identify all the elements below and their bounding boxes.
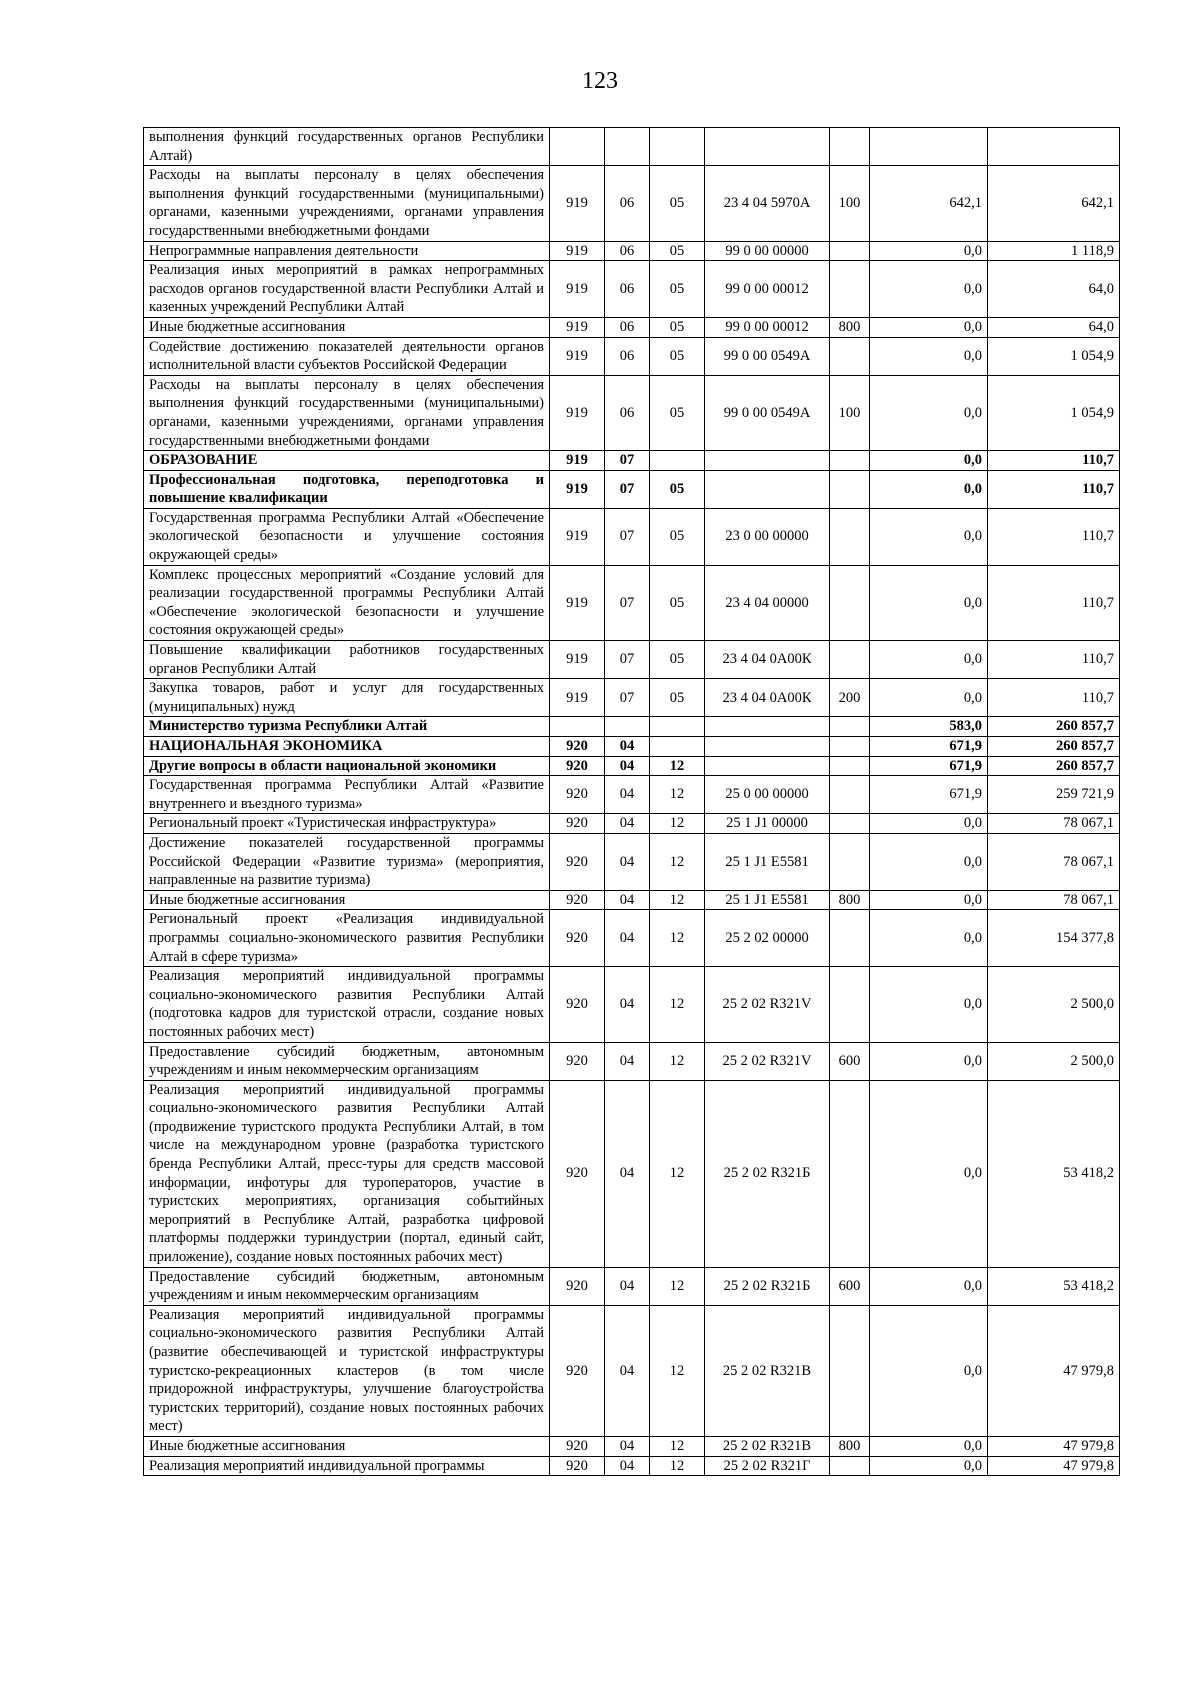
row-csr-cell: [705, 470, 830, 508]
row-value2-cell: 260 857,7: [988, 717, 1120, 737]
row-rz-cell: 06: [605, 166, 650, 241]
row-rz-cell: 04: [605, 1436, 650, 1456]
page-number: 123: [582, 68, 618, 94]
row-value2-cell: 47 979,8: [988, 1456, 1120, 1476]
row-value2-cell: 642,1: [988, 166, 1120, 241]
row-csr-cell: 25 2 02 R321В: [705, 1305, 830, 1436]
row-csr-cell: 25 2 02 R321Б: [705, 1080, 830, 1267]
row-value2-cell: 110,7: [988, 451, 1120, 471]
row-rz-cell: 07: [605, 508, 650, 565]
row-name-cell: Другие вопросы в области национальной экономики: [144, 756, 550, 776]
row-name-cell: Государственная программа Республики Алтай «Обеспечение экологической безопасности и улучшение состояния окружающей среды»: [144, 508, 550, 565]
row-value1-cell: 0,0: [870, 317, 988, 337]
row-name-cell: Государственная программа Республики Алтай «Развитие внутреннего и въездного туризма»: [144, 776, 550, 814]
row-value2-cell: 78 067,1: [988, 833, 1120, 890]
row-rz-cell: 04: [605, 814, 650, 834]
row-ved-cell: 920: [550, 1267, 605, 1305]
row-csr-cell: 25 2 02 00000: [705, 910, 830, 967]
row-value1-cell: 0,0: [870, 451, 988, 471]
row-value2-cell: 1 054,9: [988, 375, 1120, 450]
row-vr-cell: 800: [830, 317, 870, 337]
table-row: [144, 1436, 1120, 1456]
row-vr-cell: [830, 967, 870, 1042]
row-ved-cell: 919: [550, 508, 605, 565]
row-rz-cell: 06: [605, 261, 650, 318]
row-vr-cell: [830, 776, 870, 814]
row-pr-cell: 05: [650, 641, 705, 679]
row-value2-cell: 2 500,0: [988, 967, 1120, 1042]
row-value2-cell: 1 054,9: [988, 337, 1120, 375]
row-value2-cell: 110,7: [988, 641, 1120, 679]
row-csr-cell: 25 2 02 R321Б: [705, 1267, 830, 1305]
row-pr-cell: [650, 128, 705, 166]
table-row: [144, 508, 1120, 565]
row-csr-cell: 23 4 04 5970А: [705, 166, 830, 241]
table-row: [144, 261, 1120, 318]
row-value2-cell: 78 067,1: [988, 890, 1120, 910]
row-value2-cell: 110,7: [988, 508, 1120, 565]
row-value2-cell: 64,0: [988, 317, 1120, 337]
row-value2-cell: [988, 128, 1120, 166]
row-rz-cell: 04: [605, 910, 650, 967]
row-vr-cell: [830, 910, 870, 967]
row-pr-cell: 05: [650, 261, 705, 318]
row-pr-cell: 12: [650, 1305, 705, 1436]
row-value1-cell: 0,0: [870, 470, 988, 508]
table-row: [144, 890, 1120, 910]
row-pr-cell: 12: [650, 890, 705, 910]
row-ved-cell: 919: [550, 565, 605, 640]
row-pr-cell: 05: [650, 375, 705, 450]
row-pr-cell: [650, 451, 705, 471]
row-csr-cell: 99 0 00 00012: [705, 261, 830, 318]
row-vr-cell: 600: [830, 1042, 870, 1080]
row-name-cell: Закупка товаров, работ и услуг для государственных (муниципальных) нужд: [144, 679, 550, 717]
row-vr-cell: [830, 814, 870, 834]
row-vr-cell: [830, 717, 870, 737]
row-vr-cell: [830, 1305, 870, 1436]
row-vr-cell: [830, 241, 870, 261]
table-row: [144, 337, 1120, 375]
row-value2-cell: 110,7: [988, 565, 1120, 640]
row-vr-cell: [830, 508, 870, 565]
row-pr-cell: 12: [650, 1436, 705, 1456]
row-name-cell: Реализация мероприятий индивидуальной программы социально-экономического развития Республики Алтай (продвижение туристского продукта Республики Алтай, в том числе на международном уровне (разработка туристского бренда Республики Алтай, пресс-туры для средств массовой информации, инфотуры для туроператоров, участие в туристских мероприятиях, организация событийных мероприятий в Республике Алтай, разработка цифровой платформы поддержки туриндустрии (портал, единый сайт, приложение), создание новых постоянных рабочих мест): [144, 1080, 550, 1267]
table-row: [144, 910, 1120, 967]
row-ved-cell: 919: [550, 451, 605, 471]
table-row: [144, 375, 1120, 450]
row-pr-cell: 12: [650, 1267, 705, 1305]
row-name-cell: Иные бюджетные ассигнования: [144, 317, 550, 337]
row-name-cell: Региональный проект «Туристическая инфраструктура»: [144, 814, 550, 834]
row-rz-cell: 04: [605, 1080, 650, 1267]
row-vr-cell: 200: [830, 679, 870, 717]
row-csr-cell: [705, 128, 830, 166]
row-rz-cell: 06: [605, 241, 650, 261]
row-value1-cell: [870, 128, 988, 166]
row-ved-cell: 919: [550, 166, 605, 241]
row-pr-cell: 12: [650, 1456, 705, 1476]
row-vr-cell: 100: [830, 166, 870, 241]
row-name-cell: Профессиональная подготовка, переподготовка и повышение квалификации: [144, 470, 550, 508]
row-rz-cell: 07: [605, 679, 650, 717]
row-rz-cell: 04: [605, 737, 650, 757]
row-value1-cell: 0,0: [870, 814, 988, 834]
row-value1-cell: 0,0: [870, 1267, 988, 1305]
row-name-cell: выполнения функций государственных органов Республики Алтай): [144, 128, 550, 166]
row-pr-cell: 05: [650, 679, 705, 717]
row-value1-cell: 671,9: [870, 756, 988, 776]
row-value2-cell: 64,0: [988, 261, 1120, 318]
table-row: [144, 737, 1120, 757]
row-csr-cell: 25 1 J1 E5581: [705, 890, 830, 910]
budget-table: [143, 127, 1120, 1476]
row-ved-cell: 920: [550, 1305, 605, 1436]
row-vr-cell: [830, 833, 870, 890]
row-pr-cell: 12: [650, 756, 705, 776]
row-pr-cell: 12: [650, 967, 705, 1042]
row-value1-cell: 0,0: [870, 679, 988, 717]
row-rz-cell: 06: [605, 375, 650, 450]
row-name-cell: НАЦИОНАЛЬНАЯ ЭКОНОМИКА: [144, 737, 550, 757]
table-row: [144, 166, 1120, 241]
row-vr-cell: [830, 261, 870, 318]
row-ved-cell: 920: [550, 756, 605, 776]
row-value1-cell: 0,0: [870, 1456, 988, 1476]
row-name-cell: Реализация мероприятий индивидуальной программы: [144, 1456, 550, 1476]
table-row: [144, 1456, 1120, 1476]
row-csr-cell: 23 4 04 00000: [705, 565, 830, 640]
row-value2-cell: 78 067,1: [988, 814, 1120, 834]
row-rz-cell: 04: [605, 1267, 650, 1305]
row-ved-cell: 919: [550, 317, 605, 337]
row-pr-cell: 05: [650, 317, 705, 337]
table-row: [144, 717, 1120, 737]
row-ved-cell: 919: [550, 241, 605, 261]
row-value1-cell: 0,0: [870, 641, 988, 679]
row-value1-cell: 0,0: [870, 1080, 988, 1267]
row-value1-cell: 642,1: [870, 166, 988, 241]
row-rz-cell: 07: [605, 470, 650, 508]
row-rz-cell: 07: [605, 641, 650, 679]
row-csr-cell: 99 0 00 00012: [705, 317, 830, 337]
row-name-cell: Реализация иных мероприятий в рамках непрограммных расходов органов государственной власти Республики Алтай и казенных учреждений Республики Алтай: [144, 261, 550, 318]
row-name-cell: Предоставление субсидий бюджетным, автономным учреждениям и иным некоммерческим организациям: [144, 1267, 550, 1305]
row-value1-cell: 583,0: [870, 717, 988, 737]
row-vr-cell: [830, 565, 870, 640]
table-row: [144, 1042, 1120, 1080]
row-ved-cell: 920: [550, 737, 605, 757]
row-rz-cell: [605, 128, 650, 166]
row-value1-cell: 0,0: [870, 375, 988, 450]
row-ved-cell: 920: [550, 1080, 605, 1267]
row-ved-cell: 919: [550, 679, 605, 717]
row-rz-cell: 04: [605, 776, 650, 814]
row-value1-cell: 0,0: [870, 1305, 988, 1436]
row-name-cell: Иные бюджетные ассигнования: [144, 1436, 550, 1456]
row-vr-cell: [830, 451, 870, 471]
row-csr-cell: [705, 756, 830, 776]
table-row: [144, 641, 1120, 679]
row-vr-cell: 800: [830, 890, 870, 910]
row-rz-cell: 06: [605, 317, 650, 337]
row-csr-cell: 99 0 00 00000: [705, 241, 830, 261]
row-ved-cell: 920: [550, 1042, 605, 1080]
row-value2-cell: 47 979,8: [988, 1305, 1120, 1436]
row-pr-cell: 05: [650, 166, 705, 241]
row-pr-cell: [650, 717, 705, 737]
row-ved-cell: 919: [550, 470, 605, 508]
budget-table-body: [144, 128, 1120, 1476]
row-value2-cell: 53 418,2: [988, 1080, 1120, 1267]
row-value2-cell: 47 979,8: [988, 1436, 1120, 1456]
row-csr-cell: 25 0 00 00000: [705, 776, 830, 814]
row-csr-cell: 25 2 02 R321V: [705, 1042, 830, 1080]
row-csr-cell: 99 0 00 0549А: [705, 375, 830, 450]
row-pr-cell: 12: [650, 833, 705, 890]
row-rz-cell: 04: [605, 833, 650, 890]
row-ved-cell: 920: [550, 776, 605, 814]
row-ved-cell: 920: [550, 1436, 605, 1456]
table-row: [144, 241, 1120, 261]
row-ved-cell: 920: [550, 890, 605, 910]
row-vr-cell: [830, 128, 870, 166]
row-rz-cell: 04: [605, 1305, 650, 1436]
row-name-cell: Министерство туризма Республики Алтай: [144, 717, 550, 737]
row-csr-cell: [705, 451, 830, 471]
row-vr-cell: 100: [830, 375, 870, 450]
row-csr-cell: 25 2 02 R321Г: [705, 1456, 830, 1476]
table-row: [144, 1305, 1120, 1436]
row-pr-cell: 12: [650, 1042, 705, 1080]
row-name-cell: ОБРАЗОВАНИЕ: [144, 451, 550, 471]
row-ved-cell: 920: [550, 967, 605, 1042]
table-row: [144, 833, 1120, 890]
row-pr-cell: 12: [650, 910, 705, 967]
row-vr-cell: [830, 470, 870, 508]
row-vr-cell: [830, 641, 870, 679]
row-csr-cell: 25 2 02 R321В: [705, 1436, 830, 1456]
row-vr-cell: 800: [830, 1436, 870, 1456]
row-pr-cell: 12: [650, 1080, 705, 1267]
row-csr-cell: 25 2 02 R321V: [705, 967, 830, 1042]
row-value2-cell: 110,7: [988, 470, 1120, 508]
row-name-cell: Региональный проект «Реализация индивидуальной программы социально-экономического развития Республики Алтай в сфере туризма»: [144, 910, 550, 967]
row-pr-cell: 05: [650, 508, 705, 565]
row-vr-cell: 600: [830, 1267, 870, 1305]
row-value2-cell: 1 118,9: [988, 241, 1120, 261]
row-vr-cell: [830, 737, 870, 757]
row-value1-cell: 0,0: [870, 910, 988, 967]
row-name-cell: Комплекс процессных мероприятий «Создание условий для реализации государственной программы Республики Алтай «Обеспечение экологической безопасности и улучшение состояния окружающей среды»: [144, 565, 550, 640]
row-rz-cell: 04: [605, 967, 650, 1042]
row-vr-cell: [830, 337, 870, 375]
row-pr-cell: [650, 737, 705, 757]
table-row: [144, 128, 1120, 166]
row-ved-cell: 919: [550, 375, 605, 450]
row-value1-cell: 0,0: [870, 241, 988, 261]
table-row: [144, 679, 1120, 717]
row-rz-cell: 04: [605, 1042, 650, 1080]
row-name-cell: Повышение квалификации работников государственных органов Республики Алтай: [144, 641, 550, 679]
row-pr-cell: 05: [650, 565, 705, 640]
row-rz-cell: 04: [605, 756, 650, 776]
row-value2-cell: 260 857,7: [988, 737, 1120, 757]
table-row: [144, 470, 1120, 508]
row-csr-cell: 23 4 04 0А00К: [705, 641, 830, 679]
row-value1-cell: 0,0: [870, 1042, 988, 1080]
row-value1-cell: 0,0: [870, 337, 988, 375]
row-value1-cell: 671,9: [870, 737, 988, 757]
row-ved-cell: 920: [550, 833, 605, 890]
row-pr-cell: 05: [650, 470, 705, 508]
row-value2-cell: 2 500,0: [988, 1042, 1120, 1080]
row-value2-cell: 53 418,2: [988, 1267, 1120, 1305]
table-row: [144, 756, 1120, 776]
row-name-cell: Содействие достижению показателей деятельности органов исполнительной власти субъектов Российской Федерации: [144, 337, 550, 375]
row-name-cell: Реализация мероприятий индивидуальной программы социально-экономического развития Республики Алтай (подготовка кадров для туристской отрасли, создание новых постоянных рабочих мест): [144, 967, 550, 1042]
row-ved-cell: 919: [550, 337, 605, 375]
row-rz-cell: 06: [605, 337, 650, 375]
row-name-cell: Предоставление субсидий бюджетным, автономным учреждениям и иным некоммерческим организациям: [144, 1042, 550, 1080]
row-name-cell: Расходы на выплаты персоналу в целях обеспечения выполнения функций государственными (муниципальными) органами, казенными учреждениями, органами управления государственными внебюджетными фондами: [144, 375, 550, 450]
row-value2-cell: 259 721,9: [988, 776, 1120, 814]
table-row: [144, 565, 1120, 640]
row-value1-cell: 0,0: [870, 967, 988, 1042]
row-value1-cell: 0,0: [870, 833, 988, 890]
row-name-cell: Достижение показателей государственной программы Российской Федерации «Развитие туризма» (мероприятия, направленные на развитие туризма): [144, 833, 550, 890]
row-value1-cell: 0,0: [870, 508, 988, 565]
row-rz-cell: 07: [605, 565, 650, 640]
row-vr-cell: [830, 1456, 870, 1476]
table-row: [144, 317, 1120, 337]
row-vr-cell: [830, 756, 870, 776]
row-csr-cell: 23 4 04 0А00К: [705, 679, 830, 717]
row-pr-cell: 12: [650, 814, 705, 834]
row-value1-cell: 0,0: [870, 565, 988, 640]
row-csr-cell: 99 0 00 0549А: [705, 337, 830, 375]
row-ved-cell: 919: [550, 641, 605, 679]
row-value1-cell: 0,0: [870, 261, 988, 318]
row-pr-cell: 05: [650, 241, 705, 261]
row-ved-cell: 920: [550, 1456, 605, 1476]
row-ved-cell: [550, 128, 605, 166]
row-csr-cell: [705, 717, 830, 737]
row-name-cell: Иные бюджетные ассигнования: [144, 890, 550, 910]
row-ved-cell: 920: [550, 814, 605, 834]
table-row: [144, 451, 1120, 471]
row-value1-cell: 671,9: [870, 776, 988, 814]
row-value2-cell: 154 377,8: [988, 910, 1120, 967]
row-value1-cell: 0,0: [870, 1436, 988, 1456]
row-rz-cell: [605, 717, 650, 737]
row-csr-cell: 25 1 J1 00000: [705, 814, 830, 834]
row-ved-cell: [550, 717, 605, 737]
table-row: [144, 776, 1120, 814]
row-value2-cell: 260 857,7: [988, 756, 1120, 776]
row-pr-cell: 05: [650, 337, 705, 375]
table-row: [144, 967, 1120, 1042]
row-ved-cell: 920: [550, 910, 605, 967]
row-csr-cell: [705, 737, 830, 757]
table-row: [144, 1267, 1120, 1305]
row-ved-cell: 919: [550, 261, 605, 318]
table-row: [144, 1080, 1120, 1267]
row-name-cell: Непрограммные направления деятельности: [144, 241, 550, 261]
row-rz-cell: 04: [605, 1456, 650, 1476]
row-rz-cell: 04: [605, 890, 650, 910]
row-pr-cell: 12: [650, 776, 705, 814]
row-value1-cell: 0,0: [870, 890, 988, 910]
row-name-cell: Реализация мероприятий индивидуальной программы социально-экономического развития Республики Алтай (развитие обеспечивающей и туристской инфраструктуры туристско-рекреационных кластеров (в том числе придорожной инфраструктуры, улучшение благоустройства туристских территорий), создание новых постоянных рабочих мест): [144, 1305, 550, 1436]
row-rz-cell: 07: [605, 451, 650, 471]
row-csr-cell: 25 1 J1 E5581: [705, 833, 830, 890]
row-value2-cell: 110,7: [988, 679, 1120, 717]
row-csr-cell: 23 0 00 00000: [705, 508, 830, 565]
table-row: [144, 814, 1120, 834]
row-vr-cell: [830, 1080, 870, 1267]
row-name-cell: Расходы на выплаты персоналу в целях обеспечения выполнения функций государственными (муниципальными) органами, казенными учреждениями, органами управления государственными внебюджетными фондами: [144, 166, 550, 241]
